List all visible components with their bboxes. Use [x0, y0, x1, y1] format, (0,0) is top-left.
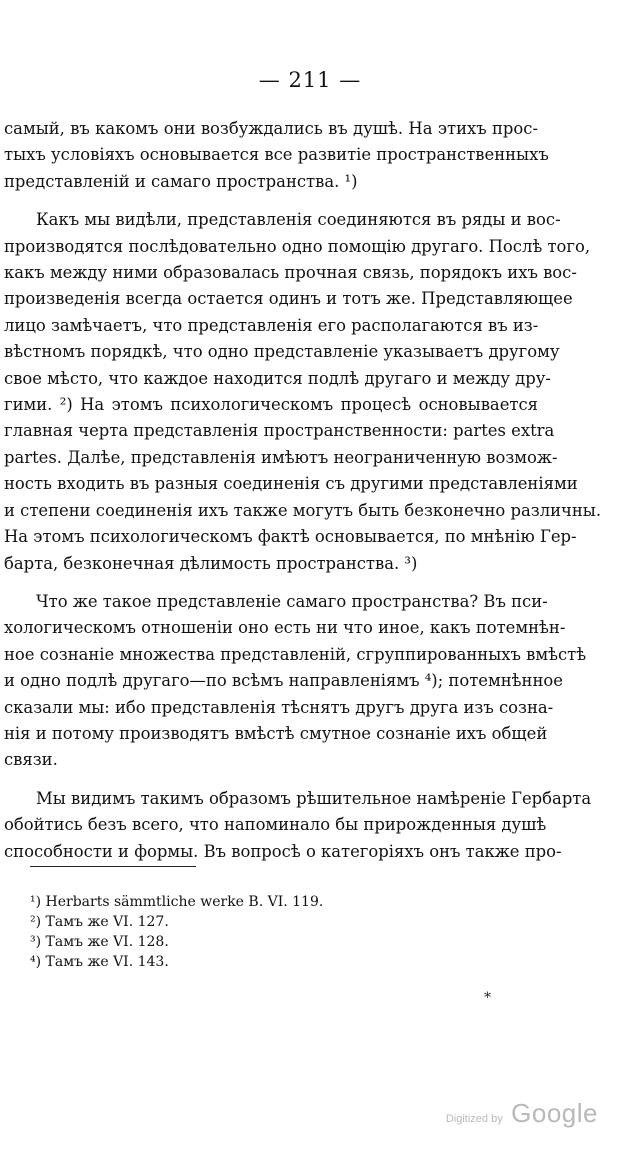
paragraph-2	[4, 207, 602, 577]
footnote: ²) Тамъ же VI. 127.	[30, 914, 169, 930]
footnote-divider	[30, 866, 196, 867]
text-line: связи.	[4, 750, 58, 770]
text-line: обойтись безъ всего, что напоминало бы прирожденныя душѣ	[4, 815, 547, 835]
text-line: и степени соединенія ихъ также могутъ быть безконечно различны.	[4, 500, 602, 520]
text-line: вѣстномъ порядкѣ, что одно представленіе указываетъ другому	[4, 342, 560, 362]
google-logo: Google	[511, 1098, 598, 1128]
text-line: Какъ мы видѣли, представленія соединяются въ ряды и вос-	[36, 210, 561, 230]
text-line: тыхъ условіяхъ основывается все развитіе пространственныхъ	[4, 145, 549, 165]
text-line: произведенія всегда остается одинъ и тотъ же. Представляющее	[4, 289, 573, 309]
text-line: барта, безконечная дѣлимость пространства. ³)	[4, 553, 418, 573]
text-line: свое мѣсто, что каждое находится подлѣ другаго и между дру-	[4, 368, 551, 388]
text-line: гими. ²) На этомъ психологическомъ процесѣ основывается	[4, 395, 538, 415]
text-line: главная черта представленія пространственности: partes extra	[4, 421, 555, 441]
footnotes	[30, 892, 323, 972]
text-line: сказали мы: ибо представленія тѣснятъ другъ друга изъ созна-	[4, 697, 554, 717]
text-line: На этомъ психологическомъ фактѣ основывается, по мнѣнію Гер-	[4, 527, 577, 547]
text-line: какъ между ними образовалась прочная связь, порядокъ ихъ вос-	[4, 263, 577, 283]
paragraph-1	[4, 116, 549, 195]
footnote: ⁴) Тамъ же VI. 143.	[30, 954, 169, 970]
footnote: ³) Тамъ же VI. 128.	[30, 934, 169, 950]
text-line: самый, въ какомъ они возбуждались въ душѣ. На этихъ прос-	[4, 119, 538, 138]
text-line: лицо замѣчаетъ, что представленія его располагаются въ из-	[4, 315, 539, 335]
text-line: представленій и самаго пространства. ¹)	[4, 171, 358, 191]
print-speck: *	[484, 990, 491, 1006]
text-line: способности и формы. Въ вопросѣ о категоріяхъ онъ также про-	[4, 841, 562, 861]
watermark-prefix: Digitized by	[445, 1113, 503, 1125]
text-line: хологическомъ отношеніи оно есть ни что иное, какъ потемнѣн-	[4, 618, 566, 638]
text-line: нія и потому производятъ вмѣстѣ смутное сознаніе ихъ общей	[4, 723, 548, 743]
text-line: Что же такое представленіе самаго пространства? Въ пси-	[36, 591, 548, 611]
text-line: Мы видимъ такимъ образомъ рѣшительное намѣреніе Гербарта	[36, 788, 592, 808]
text-line: ное сознаніе множества представленій, сгруппированныхъ вмѣстѣ	[4, 644, 587, 664]
paragraph-4	[4, 786, 592, 865]
text-line: partes. Далѣе, представленія имѣютъ неограниченную возмож-	[4, 447, 558, 467]
text-line: ность входить въ разныя соединенія съ другими представленіями	[4, 474, 578, 494]
digitized-watermark	[446, 1098, 598, 1129]
text-line: производятся послѣдовательно одно помощію другаго. Послѣ того,	[4, 236, 591, 256]
text-line: и одно подлѣ другаго—по всѣмъ направленіямъ ⁴); потемнѣнное	[4, 671, 563, 691]
page-number: — 211 —	[258, 68, 362, 92]
paragraph-3	[4, 589, 587, 774]
footnote: ¹) Herbarts sämmtliche werke B. VI. 119.	[30, 894, 324, 910]
body-text	[4, 116, 602, 865]
